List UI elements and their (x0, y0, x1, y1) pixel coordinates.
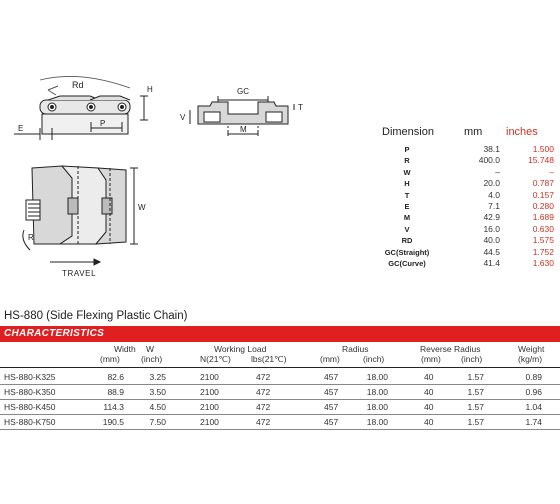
width-mm-cell: 190.5 (102, 417, 124, 427)
gc-label: GC (237, 87, 249, 96)
dimension-inch-value: 1.500 (532, 144, 554, 154)
dimension-mm-value: – (495, 166, 500, 177)
w-inch-cell: 4.50 (149, 402, 166, 412)
dimension-row (368, 144, 558, 155)
w-inch-unit: (inch) (141, 354, 163, 364)
radius-inch-cell: 18.00 (366, 372, 388, 382)
model-cell: HS-880-K350 (4, 387, 56, 397)
radius-inch-cell: 18.00 (366, 402, 388, 412)
dimension-inch-value: 1.689 (532, 212, 554, 223)
rev-mm-cell: 40 (424, 372, 434, 382)
weight-cell: 0.89 (525, 372, 542, 382)
characteristics-bar (0, 326, 560, 342)
width-header: Width (114, 344, 136, 354)
rev-mm-cell: 40 (424, 417, 434, 427)
rd-label: Rd (72, 80, 84, 90)
weight-cell: 1.74 (525, 417, 542, 427)
dimension-row (368, 190, 558, 201)
dimension-key: GC(Curve) (388, 258, 426, 268)
dimension-table-header (368, 120, 558, 144)
table-header-row-2 (0, 354, 560, 366)
radius-inch-cell: 18.00 (366, 387, 388, 397)
load-lbs-cell: 472 (256, 387, 271, 397)
w-header: W (146, 344, 155, 354)
load-lbs-unit: lbs(21℃) (251, 354, 287, 364)
dimension-row (368, 258, 558, 269)
dimension-inch-value: – (549, 166, 554, 177)
dimension-row (368, 178, 558, 189)
dimension-row (368, 155, 558, 166)
rev-mm-cell: 40 (424, 402, 434, 412)
dimension-inch-value: 0.630 (532, 223, 554, 234)
radius-inch-unit: (inch) (363, 354, 385, 364)
rev-inch-cell: 1.57 (467, 387, 484, 397)
plan-view-drawing (23, 166, 138, 265)
dimension-row (368, 212, 558, 223)
width-mm-unit: (mm) (100, 354, 120, 364)
dimension-mm-value: 42.9 (483, 212, 500, 223)
dimension-inch-value: 0.280 (532, 200, 554, 211)
p-label: P (100, 119, 106, 128)
dimension-inch-value: 15.748 (528, 155, 554, 166)
weight-cell: 0.96 (525, 387, 542, 397)
model-cell: HS-880-K450 (4, 402, 56, 412)
dimension-key: M (403, 213, 411, 223)
dimension-mm-value: 38.1 (483, 144, 500, 154)
w-inch-cell: 7.50 (149, 417, 166, 427)
characteristics-label: CHARACTERISTICS (4, 328, 105, 339)
dimension-row (368, 167, 558, 178)
t-label: T (298, 103, 303, 112)
model-cell: HS-880-K325 (4, 372, 56, 382)
dimension-key: P (404, 145, 410, 154)
row-separator (0, 414, 560, 415)
rev-mm-cell: 40 (424, 387, 434, 397)
dimension-mm-value: 44.5 (483, 246, 500, 257)
dimension-inch-value: 0.787 (532, 178, 554, 189)
w-label: W (138, 203, 146, 212)
dimension-inch-value: 1.752 (532, 246, 554, 257)
load-n-cell: 2100 (200, 372, 219, 382)
dimension-key: R (404, 156, 410, 166)
mm-header: mm (464, 126, 483, 138)
weight-unit: (kg/m) (518, 354, 543, 364)
reverse-radius-header: Reverse Radius (420, 344, 481, 354)
section-title: HS-880 (Side Flexing Plastic Chain) (4, 310, 188, 322)
load-n-cell: 2100 (200, 387, 219, 397)
inches-header: inches (506, 126, 538, 138)
w-inch-cell: 3.50 (149, 387, 166, 397)
e-label: E (18, 124, 24, 133)
dimension-row (368, 224, 558, 235)
w-inch-cell: 3.25 (149, 372, 166, 382)
row-separator (0, 399, 560, 400)
working-load-header: Working Load (214, 344, 267, 354)
dimension-row (368, 201, 558, 212)
dimension-key: H (404, 179, 410, 189)
rev-inch-unit: (inch) (461, 354, 483, 364)
dimension-row (368, 235, 558, 246)
dimension-key: GC(Straight) (384, 247, 430, 257)
dimension-mm-value: 7.1 (488, 200, 500, 211)
dimension-key: W (403, 167, 411, 177)
dimension-mm-value: 16.0 (483, 223, 500, 234)
load-n-unit: N(21℃) (200, 354, 231, 364)
dimension-inch-value: 0.157 (532, 189, 554, 200)
h-label: H (147, 85, 153, 94)
row-separator (0, 384, 560, 385)
dimension-rows (368, 144, 558, 269)
dimension-key: RD (401, 236, 413, 246)
radius-mm-unit: (mm) (320, 354, 340, 364)
load-n-cell: 2100 (200, 417, 219, 427)
radius-inch-cell: 18.00 (366, 417, 388, 427)
v-label: V (180, 113, 186, 122)
rev-mm-unit: (mm) (421, 354, 441, 364)
radius-mm-cell: 457 (324, 402, 339, 412)
model-cell: HS-880-K750 (4, 417, 56, 427)
weight-cell: 1.04 (525, 402, 542, 412)
width-mm-cell: 88.9 (107, 387, 124, 397)
dimension-inch-value: 1.575 (532, 235, 554, 246)
dimension-row (368, 247, 558, 258)
dimension-mm-value: 40.0 (483, 235, 500, 246)
weight-header: Weight (518, 344, 545, 354)
m-label: M (240, 125, 247, 134)
dimension-mm-value: 4.0 (488, 189, 500, 200)
dimension-mm-value: 400.0 (478, 155, 500, 166)
rev-inch-cell: 1.57 (467, 372, 484, 382)
dimension-mm-value: 20.0 (483, 178, 500, 189)
radius-mm-cell: 457 (324, 387, 339, 397)
dimension-inch-value: 1.630 (532, 257, 554, 268)
load-n-cell: 2100 (200, 402, 219, 412)
header-separator (0, 367, 560, 368)
dimension-key: T (404, 190, 410, 200)
dimension-table (368, 120, 558, 269)
row-separator (0, 429, 560, 430)
load-lbs-cell: 472 (256, 372, 271, 382)
dimension-header: Dimension (382, 126, 434, 138)
travel-label: TRAVEL (62, 269, 97, 278)
width-mm-cell: 114.3 (103, 402, 124, 412)
load-lbs-cell: 472 (256, 402, 271, 412)
radius-mm-cell: 457 (324, 372, 339, 382)
load-lbs-cell: 472 (256, 417, 271, 427)
r-label: R (28, 233, 34, 242)
radius-mm-cell: 457 (324, 417, 339, 427)
dimension-key: V (404, 224, 410, 234)
dimension-mm-value: 41.4 (483, 257, 500, 268)
width-mm-cell: 82.6 (107, 372, 124, 382)
radius-header: Radius (342, 344, 369, 354)
dimension-key: E (404, 201, 410, 211)
rev-inch-cell: 1.57 (467, 402, 484, 412)
rev-inch-cell: 1.57 (467, 417, 484, 427)
